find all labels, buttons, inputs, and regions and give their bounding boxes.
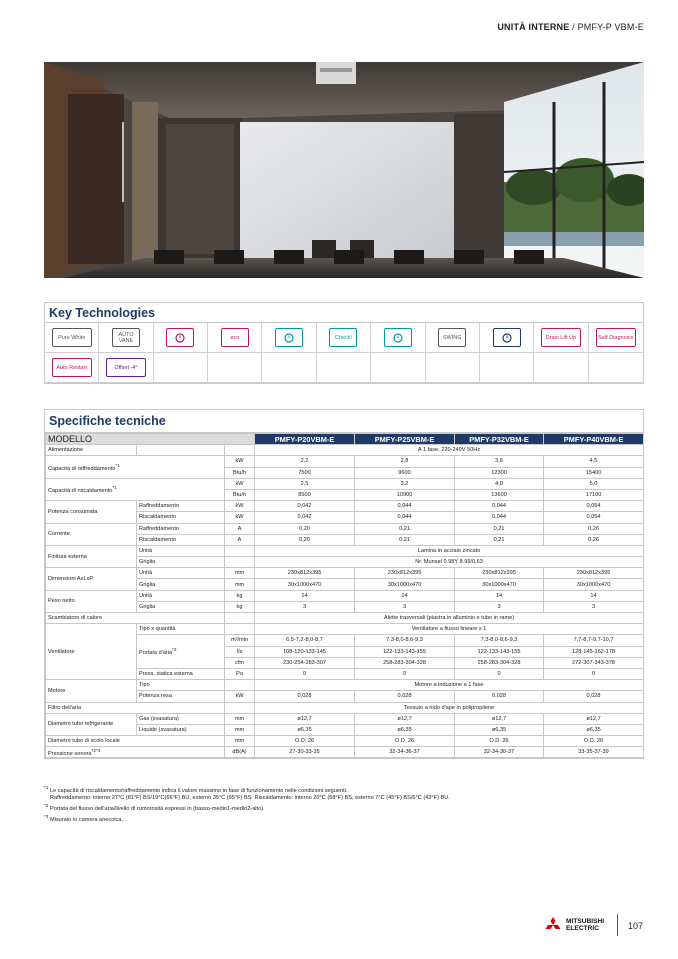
auto-vane-icon: AUTO VANE [112, 328, 140, 347]
table-row [46, 736, 644, 747]
row-label: Diametro tubo refrigerante [46, 713, 137, 735]
row-label: Finitura esterna [46, 545, 137, 567]
sub-label: Portata d'aria$^{*2}$ [137, 635, 225, 669]
cell-value: ø12,7 [455, 713, 544, 724]
cell-value: 32-34-36-37 [355, 747, 455, 758]
footnote: $^{*1}$ Le capacità di riscaldamento/raffreddamento indica il valore massimo in fase di funzionamento nelle condizioni seguenti. [44, 785, 348, 794]
cell-value: 0,26 [544, 523, 644, 534]
unit-cell: kg [225, 601, 255, 612]
tech-cell [317, 323, 371, 353]
tech-cell [480, 323, 534, 353]
fan-speed-icon [493, 328, 521, 347]
row-label: Capacità di raffreddamento$^{*1}$ [46, 456, 225, 478]
footnote-continued: Raffreddamento: interno 27°C (81°F) BS/19°C(66°F) BU, esterno 35°C (95°F) BS. Riscaldamento: interno 20°C (68°F) BS, esterno 7°C (45°F) BS/6°C (43°F) BU. [50, 794, 450, 801]
tech-cell [480, 353, 534, 383]
cell-value: 3 [544, 601, 644, 612]
sub-label: Raffreddamento [137, 501, 225, 512]
self-diagnosis-icon: Self Diagnosis [596, 328, 636, 347]
cell-value: ø6,35 [255, 724, 355, 735]
sub-label: Raffreddamento [137, 523, 225, 534]
cell-value: 30x1000x470 [455, 579, 544, 590]
row-label: Potenza consumata [46, 501, 137, 523]
table-row [46, 545, 644, 556]
cell-value: 0,028 [544, 691, 644, 702]
key-technologies-title: Key Technologies [49, 306, 156, 320]
cell-value: O.D. 26 [255, 736, 355, 747]
hero-photo [44, 62, 644, 278]
cell-value: 17100 [544, 489, 644, 500]
cell-value: 0,028 [355, 691, 455, 702]
model-header: PMFY-P40VBM-E [544, 434, 644, 445]
cell-value: 2,5 [255, 478, 355, 489]
unit-cell: kW [225, 512, 255, 523]
cell-value: Tessuto a nido d'ape in polipropilene [255, 702, 644, 713]
table-row [46, 613, 644, 624]
cell-value: 9600 [355, 467, 455, 478]
table-row [46, 590, 644, 601]
model-header: PMFY-P32VBM-E [455, 434, 544, 445]
sub-label: Unità [137, 590, 225, 601]
cell-value: 4,5 [544, 456, 644, 467]
cell-value: 230x812x395 [255, 568, 355, 579]
tech-cell [371, 323, 425, 353]
tech-cell [534, 353, 588, 383]
row-label: Peso netto [46, 590, 137, 612]
cell-value: 0,042 [255, 512, 355, 523]
table-row [46, 568, 644, 579]
cell-value: 15400 [544, 467, 644, 478]
cell-value: 0 [255, 668, 355, 679]
row-label: Dimensioni AxLxP [46, 568, 137, 590]
model-header-row [46, 434, 644, 445]
pure-white-icon: Pure White [52, 328, 92, 347]
cell-value: 7500 [255, 467, 355, 478]
meeting-room-illustration [44, 62, 644, 278]
model-header: PMFY-P25VBM-E [355, 434, 455, 445]
tech-cell [154, 353, 208, 383]
cell-value: 128-145-162-178 [544, 646, 644, 657]
sub-label: Gas (svasatura) [137, 713, 225, 724]
cell-value: 2,8 [355, 456, 455, 467]
cell-value: ø6,35 [544, 724, 644, 735]
unit-cell: kg [225, 590, 255, 601]
cell-value: 8500 [255, 489, 355, 500]
cell-value: 0,21 [355, 534, 455, 545]
cell-value: 10900 [355, 489, 455, 500]
cell-value: ø12,7 [255, 713, 355, 724]
row-label: Pressione sonora$^{*2*3}$ [46, 747, 225, 758]
cell-value: 258-283-304-328 [455, 657, 544, 668]
header-title-rest: / PMFY-P VBM-E [569, 22, 644, 32]
cell-value: 3,2 [355, 478, 455, 489]
sub-label: Griglia [137, 579, 225, 590]
cell-value: 7,3-8,0-8,6-9,3 [355, 635, 455, 646]
cell-value: 3,6 [455, 456, 544, 467]
cell-value: 0,044 [355, 501, 455, 512]
cell-value: 33-35-37-39 [544, 747, 644, 758]
spec-title: Specifiche tecniche [49, 414, 166, 428]
unit-cell: A [225, 534, 255, 545]
unit-cell: mm [225, 579, 255, 590]
cell-value: 0,21 [455, 523, 544, 534]
unit-cell: kW [225, 456, 255, 467]
tech-cell [99, 353, 153, 383]
cell-value: 0,044 [455, 501, 544, 512]
unit-cell: kW [225, 478, 255, 489]
row-label: Corrente [46, 523, 137, 545]
cell-value: 4,0 [455, 478, 544, 489]
cell-value: 272-307-343-378 [544, 657, 644, 668]
sub-label: Tipo x quantità [137, 624, 225, 635]
cell-value: 14 [544, 590, 644, 601]
model-label: MODELLO [46, 434, 255, 445]
unit-cell: Btu/h [225, 489, 255, 500]
cell-value: 0,26 [544, 534, 644, 545]
unit-cell: A [225, 523, 255, 534]
cell-value: 2,2 [255, 456, 355, 467]
cell-value: 14 [355, 590, 455, 601]
row-label: Motore [46, 680, 137, 702]
cell-value: 30x1000x470 [355, 579, 455, 590]
table-row [46, 680, 644, 691]
cell-value: 0,054 [544, 512, 644, 523]
unit-cell: m³/min [225, 635, 255, 646]
sub-label: Liquido (svasatura) [137, 724, 225, 735]
table-row [46, 624, 644, 635]
unit-cell: Btu/h [225, 467, 255, 478]
footer-divider [617, 914, 618, 936]
table-row [46, 702, 644, 713]
page-header-title [497, 22, 644, 32]
tech-cell [45, 353, 99, 383]
unit-cell: cfm [225, 657, 255, 668]
cell-value: 230x812x395 [455, 568, 544, 579]
tech-cell [371, 353, 425, 383]
cell-value: 0,042 [255, 501, 355, 512]
cell-value: 6,5-7,2-8,0-8,7 [255, 635, 355, 646]
unit-cell: mm [225, 713, 255, 724]
cell-value: 3 [455, 601, 544, 612]
unit-cell: mm [225, 568, 255, 579]
header-title-bold: UNITÀ INTERNE [497, 22, 570, 32]
cell-value: 0,028 [255, 691, 355, 702]
sub-label: Griglia [137, 601, 225, 612]
tech-cell [426, 323, 480, 353]
cell-value: 258-283-304-328 [355, 657, 455, 668]
cell-value: Alette trasversali (piastra in alluminio e tubo in rame) [255, 613, 644, 624]
sub-label: Tipo [137, 680, 225, 691]
cell-value: 122-133-143-155 [455, 646, 544, 657]
model-header: PMFY-P20VBM-E [255, 434, 355, 445]
swing-icon: SWING [438, 328, 466, 347]
sub-label: Press. statica esterna [137, 668, 225, 679]
cell-value: 0 [455, 668, 544, 679]
table-row [46, 713, 644, 724]
cell-value: 108-120-133-145 [255, 646, 355, 657]
table-row [46, 478, 644, 489]
cell-value: 0,044 [455, 512, 544, 523]
row-label: Filtro dell'aria [46, 702, 225, 713]
drain-lift-up-icon: Drain Lift Up [541, 328, 581, 347]
cell-value: A 1 fase, 220-240V 50Hz [255, 445, 644, 456]
auto-restart-icon: Auto Restart [52, 358, 92, 377]
cell-value: 7,3-8,0-8,6-9,3 [455, 635, 544, 646]
cell-value: ø12,7 [355, 713, 455, 724]
cell-value: O.D. 26 [455, 736, 544, 747]
tech-cell [317, 353, 371, 383]
cell-value: Lamina in acciaio zincato [255, 545, 644, 556]
table-row [46, 456, 644, 467]
spec-panel [44, 409, 644, 759]
unit-cell: mm [225, 724, 255, 735]
footnotes [44, 784, 450, 824]
cell-value: 0 [544, 668, 644, 679]
cell-value: 0,21 [455, 534, 544, 545]
cell-value: Ventilatore a flusso lineare x 1 [255, 624, 644, 635]
cell-value: ø6,35 [455, 724, 544, 735]
unit-cell: l/s [225, 646, 255, 657]
offset-icon: Offset -4° [106, 358, 146, 377]
cell-value: 0,20 [255, 523, 355, 534]
table-row [46, 501, 644, 512]
cell-value: 122-133-143-155 [355, 646, 455, 657]
key-technologies-grid [45, 323, 643, 383]
tech-cell [426, 353, 480, 383]
row-label: Scambiatore di calore [46, 613, 225, 624]
tech-cell [208, 353, 262, 383]
spec-table [45, 433, 644, 758]
mitsubishi-electric-logo [544, 917, 604, 933]
tech-cell [99, 323, 153, 353]
remote-controller-icon [275, 328, 303, 347]
airflow-icon [384, 328, 412, 347]
cell-value: 5,0 [544, 478, 644, 489]
unit-cell: dB(A) [225, 747, 255, 758]
cell-value: O.D. 26 [544, 736, 644, 747]
unit-cell: mm [225, 736, 255, 747]
eco-icon: eco [221, 328, 249, 347]
table-row [46, 747, 644, 758]
cell-value: 230x812x395 [355, 568, 455, 579]
cell-value: 14 [455, 590, 544, 601]
brand-name: MITSUBISHI ELECTRIC [566, 918, 605, 932]
sub-label: Potenza resa [137, 691, 225, 702]
check-icon: Check! [329, 328, 357, 347]
cell-value: 0,20 [255, 534, 355, 545]
cell-value: 13600 [455, 489, 544, 500]
sub-label: Unità [137, 568, 225, 579]
tech-cell [154, 323, 208, 353]
timer-clock-icon [166, 328, 194, 347]
tech-cell [589, 323, 643, 353]
sub-label: Riscaldamento [137, 512, 225, 523]
three-diamonds-icon [544, 917, 562, 933]
unit-cell: kW [225, 501, 255, 512]
cell-value: ø12,7 [544, 713, 644, 724]
cell-value: 3 [355, 601, 455, 612]
table-row [46, 445, 644, 456]
cell-value: 14 [255, 590, 355, 601]
cell-value: O.D. 26 [355, 736, 455, 747]
cell-value: 0,028 [455, 691, 544, 702]
row-label: Diametro tubo di scolo locale [46, 736, 225, 747]
cell-value: Nr. Munsel 0.98Y 8.99/0.63 [255, 557, 644, 568]
cell-value: 12300 [455, 467, 544, 478]
sub-label: Riscaldamento [137, 534, 225, 545]
tech-cell [262, 353, 316, 383]
cell-value: 30x1000x470 [255, 579, 355, 590]
cell-value: 230-254-283-307 [255, 657, 355, 668]
key-technologies-panel [44, 302, 644, 384]
sub-label: Griglia [137, 557, 225, 568]
tech-cell [534, 323, 588, 353]
cell-value: 0 [355, 668, 455, 679]
row-label: Alimentazione [46, 445, 137, 456]
cell-value: 32-34-36-37 [455, 747, 544, 758]
tech-cell [45, 323, 99, 353]
cell-value: ø6,35 [355, 724, 455, 735]
row-label: Capacità di riscaldamento$^{*1}$ [46, 478, 225, 500]
tech-cell [208, 323, 262, 353]
cell-value: 7,7-8,7-9,7-10,7 [544, 635, 644, 646]
cell-value: 3 [255, 601, 355, 612]
footnote: $^{*3}$ Misurato in camera anecoica. [44, 813, 124, 823]
table-row [46, 523, 644, 534]
cell-value: 0,054 [544, 501, 644, 512]
unit-cell: kW [225, 691, 255, 702]
footnote: $^{*2}$ Portata del flusso dell'aria/livello di rumorosità espressi in (basso-medio1-medio2-alto). [44, 802, 265, 812]
unit-cell: Pa [225, 668, 255, 679]
cell-value: 30x1000x470 [544, 579, 644, 590]
cell-value: 27-30-33-35 [255, 747, 355, 758]
tech-cell [262, 323, 316, 353]
tech-cell [589, 353, 643, 383]
row-label: Ventilatore [46, 624, 137, 680]
cell-value: 0,21 [355, 523, 455, 534]
cell-value: Motore a induzione a 1 fase [255, 680, 644, 691]
page-number: 107 [628, 921, 644, 931]
sub-label: Unità [137, 545, 225, 556]
cell-value: 230x812x395 [544, 568, 644, 579]
cell-value: 0,044 [355, 512, 455, 523]
